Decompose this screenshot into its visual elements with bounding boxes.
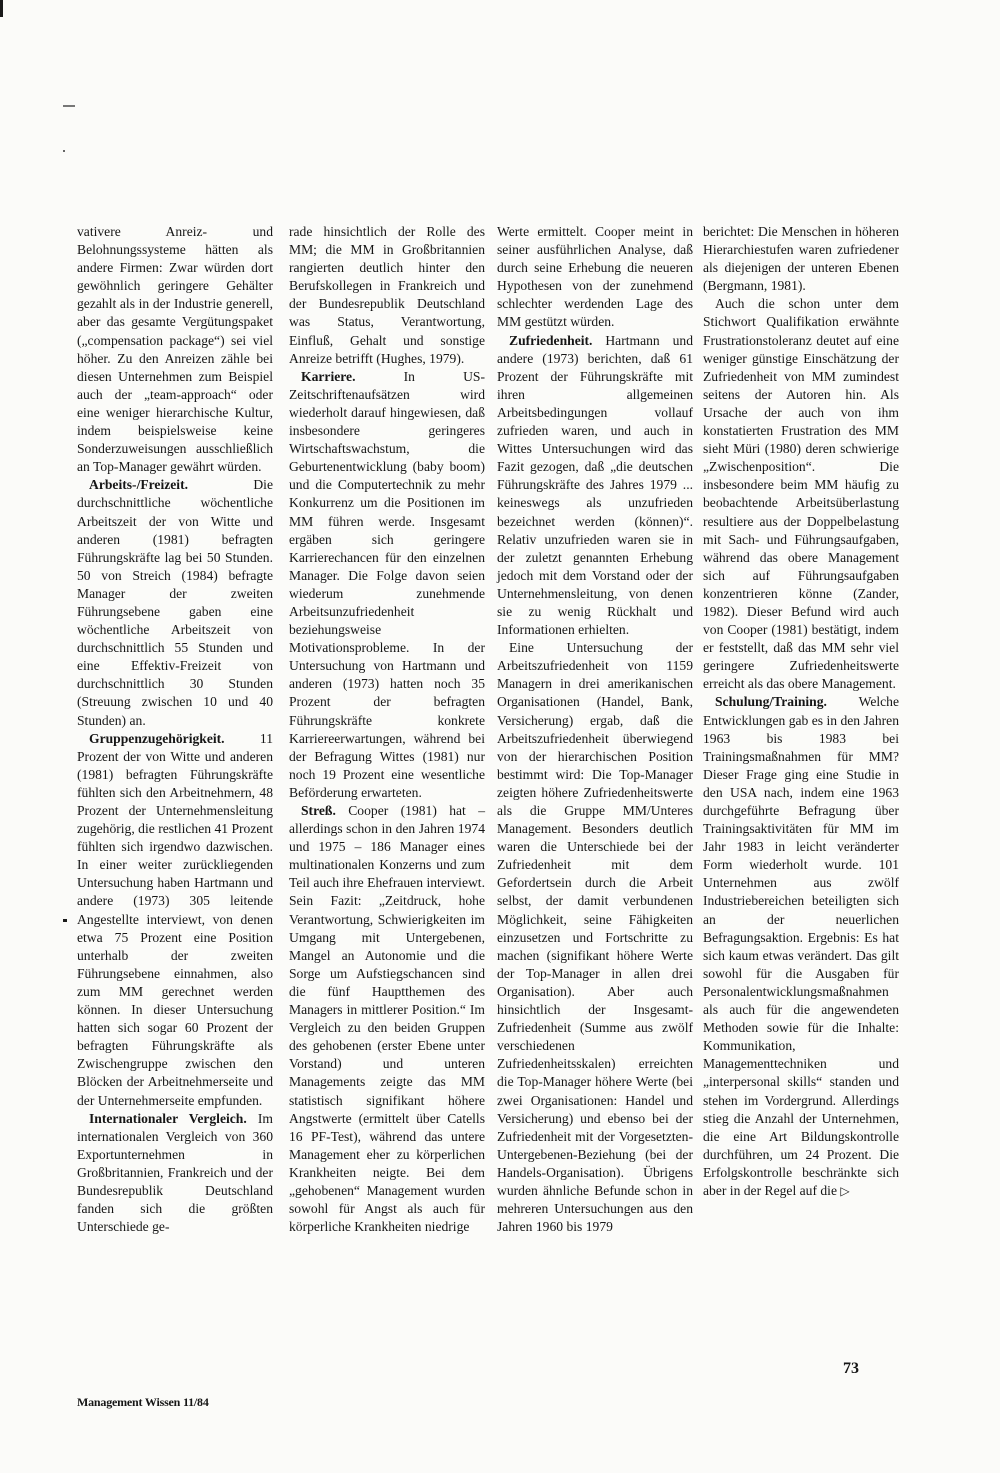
text-column-2 — [289, 223, 485, 1236]
paragraph-text: berichtet: Die Menschen in höheren Hierarchiestufen waren zufriedener als diejenigen der unteren Ebenen (Bergmann, 1981). — [703, 224, 899, 294]
scan-dot-mark — [63, 919, 67, 922]
paragraph — [703, 223, 899, 295]
paragraph-text: Cooper (1981) hat – allerdings schon in den Jahren 1974 und 1975 – 186 Manager eines multinationalen Konzerns und zum Teil auch ihre Ehefrauen interviewt. Sein Fazit: „Zeitdruck, hohe Verantwortung, Schwierigkeiten im Umgang mit Untergebenen, Mangel an Autonomie und die Sorge um Aufstiegschancen sind die fünf Hauptthemen des Managers in mittlerer Position.“ Im Vergleich zu den beiden Gruppen des gehobenen (erster Ebene unter Vorstand) und unteren Managements zeigte das MM statistisch signifikant höhere Angstwerte (ermittelt über Catells 16 PF-Test), während das untere Management eher zu körperlichen Krankheiten neigte. Bei dem „gehobenen“ Management wurden sowohl für Angst als auch für körperliche Krankheiten niedrige — [289, 803, 485, 1235]
paragraph-text: 11 Prozent der von Witte und anderen (1981) befragten Führungskräfte fühlten sich den Arbeitnehmern, 48 Prozent der Unternehmensleitung zugehörig, die restlichen 41 Prozent fühlten sich irgendwo dazwischen. In einer weiter zurückliegenden Untersuchung haben Hartmann und andere (1973) 305 leitende Angestellte interviewt, von denen etwa 75 Prozent eine Position unterhalb der zweiten Führungsebene einnahmen, also zum MM gerechnet werden können. In dieser Untersuchung hatten sich sogar 60 Prozent der befragten Führungskräfte als Zwischengruppe zwischen den Blöcken der Arbeitnehmerseite und der Unternehmerseite empfunden. — [77, 730, 273, 1108]
paragraph-text: In US-Zeitschriftenaufsätzen wird wiederholt darauf hingewiesen, daß insbesondere geringeres Wirtschaftswachstum, die Geburtenentwicklung (baby boom) und die Computertechnik zu mehr Konkurrenz um die Positionen im MM führen werde. Insgesamt ergäben sich geringere Karrierechancen für den einzelnen Manager. Die Folge davon seien wiederum zunehmende Arbeitsunzufriedenheit beziehungsweise Motivationsprobleme. In der Untersuchung von Hartmann und anderen (1973) hatten noch 35 Prozent der befragten Führungskräfte konkrete Karriereerwartungen, während bei der Befragung Wittes (1981) nur noch 19 Prozent eine wesentliche Beförderung erwarteten. — [289, 368, 485, 800]
paragraph — [497, 332, 693, 640]
continue-arrow-icon: ▷ — [840, 1183, 850, 1198]
paragraph — [77, 223, 273, 476]
paragraph — [289, 223, 485, 368]
paragraph — [77, 1110, 273, 1237]
scan-dot-mark — [63, 150, 65, 152]
paragraph-text: Werte ermittelt. Cooper meint in seiner ausführlichen Analyse, daß durch seine Erhebung die neueren Hypothesen von der zunehmend schlechter werdenden Lage des MM gestützt würden. — [497, 224, 693, 330]
page-number: 73 — [843, 1360, 859, 1377]
paragraph — [77, 730, 273, 1110]
paragraph-text: Welche Entwicklungen gab es in den Jahren 1963 bis 1983 bei Trainingsmaßnahmen für MM? Dieser Frage ging eine Studie in den USA nach, indem eine 1963 durchgeführte Befragung über Trainingsaktivitäten für MM im Jahr 1983 in leicht veränderter Form wiederholt wurde. 101 Unternehmen aus zwölf Industriebereichen beteiligten sich an der neuerlichen Befragungsaktion. Ergebnis: Es hat sich kaum etwas verändert. Das gilt sowohl für die Ausgaben für Personalentwicklungsmaßnahmen als auch für die angewendeten Methoden sowie für die Inhalte: Kommunikation, Managementtechniken und „interpersonal skills“ standen und stehen im Vordergrund. Allerdings stieg die Anzahl der Unternehmen, die eine Art Bildungskontrolle durchführen, um 24 Prozent. Die Erfolgskontrolle beschränkte sich aber in der Regel auf die — [703, 694, 899, 1198]
footer-publication: Management Wissen 11/84 — [77, 1395, 209, 1409]
paragraph-text: Eine Untersuchung der Arbeitszufriedenheit von 1159 Managern in drei amerikanischen Organisationen (Handel, Bank, Versicherung) ergab, daß die Arbeitszufriedenheit überwiegend von der hierarchischen Position bestimmt wird: Die Top-Manager zeigten höhere Zufriedenheitswerte als die Gruppe MM/Unteres Management. Besonders deutlich waren die Unterschiede bei der Zufriedenheit mit dem Gefordertsein durch die Arbeit selbst, der damit verbundenen Möglichkeit, seine Fähigkeiten einzusetzen und Fortschritte zu machen (signifikant höhere Werte der Top-Manager in allen drei Organisation). Aber auch hinsichtlich der Insgesamt-Zufriedenheit (Summe aus zwölf verschiedenen Zufriedenheitsskalen) erreichten die Top-Manager höhere Werte (bei zwei Organisationen: Handel und Versicherung) und ebenso bei der Zufriedenheit mit der Vorgesetzten-Untergebenen-Beziehung (bei der Handels-Organisation). Übrigens wurden ähnliche Befunde schon in mehreren Untersuchungen aus den Jahren 1960 bis 1979 — [497, 640, 693, 1235]
paragraph — [77, 476, 273, 729]
text-column-4 — [703, 223, 899, 1200]
paragraph-text: Hartmann und andere (1973) berichten, daß 61 Prozent der Führungskräfte mit ihren allgemeinen Arbeitsbedingungen vollauf zufrieden waren, und auch in Wittes Untersuchungen wird das Fazit gezogen, daß „die deutschen Führungskräfte des Jahres 1979 ... keineswegs als unzufrieden bezeichnet werden (können)“. Relativ unzufrieden waren sie in der zuletzt genannten Erhebung jedoch mit dem Vorstand oder der Unternehmensleitung, von denen sie zu wenig Rückhalt und Informationen erhielten. — [497, 332, 693, 638]
paragraph-text: Die durchschnittliche wöchentliche Arbeitszeit der von Witte und anderen (1981) befragten Führungskräfte lag bei 50 Stunden. 50 von Streich (1984) befragte Manager der zweiten Führungsebene gaben eine wöchentliche Arbeitszeit von durchschnittlich 55 Stunden und eine Effektiv-Freizeit von durchschnittlich 30 Stunden (Streuung zwischen 10 und 40 Stunden) an. — [77, 477, 273, 728]
section-heading: Arbeits-/Freizeit. — [89, 477, 189, 493]
scan-dash-mark — [63, 105, 75, 107]
section-heading: Zufriedenheit. — [509, 332, 593, 348]
paragraph — [703, 295, 899, 693]
paragraph — [289, 368, 485, 802]
paragraph — [289, 802, 485, 1236]
paragraph — [497, 639, 693, 1236]
section-heading: Streß. — [301, 803, 336, 818]
paragraph — [497, 223, 693, 332]
text-column-1 — [77, 223, 273, 1236]
paragraph-text: Im internationalen Vergleich von 360 Exportunternehmen in Großbritannien, Frankreich und der Bundesrepublik Deutschland fanden sich die größten Unterschiede ge- — [77, 1110, 273, 1235]
section-heading: Gruppenzugehörigkeit. — [89, 730, 225, 746]
paragraph-text: Auch die schon unter dem Stichwort Qualifikation erwähnte Frustrationstoleranz deutet auf eine weniger günstige Einschätzung der Zufriedenheit von MM zumindest seitens der Autoren hin. Als Ursache der auch von ihm konstatierten Frustration des MM sieht Müri (1980) deren schwierige „Zwischenposition“. Die insbesondere beim MM häufig zu beobachtende Arbeitsüberlastung resultiere aus der Doppelbelastung mit Sach- und Führungsaufgaben, während das obere Management sich auf Führungsaufgaben konzentrieren könne (Zander, 1982). Dieser Befund wird auch von Cooper (1981) bestätigt, indem er feststellt, daß das MM sehr viel geringere Zufriedenheitswerte erreicht als das obere Management. — [703, 296, 899, 692]
section-heading: Internationaler Vergleich. — [89, 1110, 247, 1126]
paragraph — [703, 693, 899, 1200]
section-heading: Schulung/Training. — [715, 694, 827, 710]
text-column-3 — [497, 223, 693, 1236]
section-heading: Karriere. — [301, 368, 356, 384]
paragraph-text: vativere Anreiz- und Belohnungssysteme hätten als andere Firmen: Zwar würden dort gewöhnlich geringere Gehälter gezahlt als in der Industrie generell, aber das gesamte Vergütungspaket („compensation package“) sei viel höher. Zu den Anreizen zähle bei diesen Unternehmen zum Beispiel auch der „team-approach“ oder eine weniger hierarchische Kultur, indem beispielsweise keine Sonderzuweisungen ausschließlich an Top-Manager gewährt würden. — [77, 224, 273, 475]
scan-edge-mark — [0, 0, 3, 17]
paragraph-text: rade hinsichtlich der Rolle des MM; die MM in Großbritannien rangierten deutlich hinter den Berufskollegen in Frankreich und der Bundesrepublik Deutschland was Status, Verantwortung, Einfluß, Gehalt und sonstige Anreize betrifft (Hughes, 1979). — [289, 224, 485, 366]
